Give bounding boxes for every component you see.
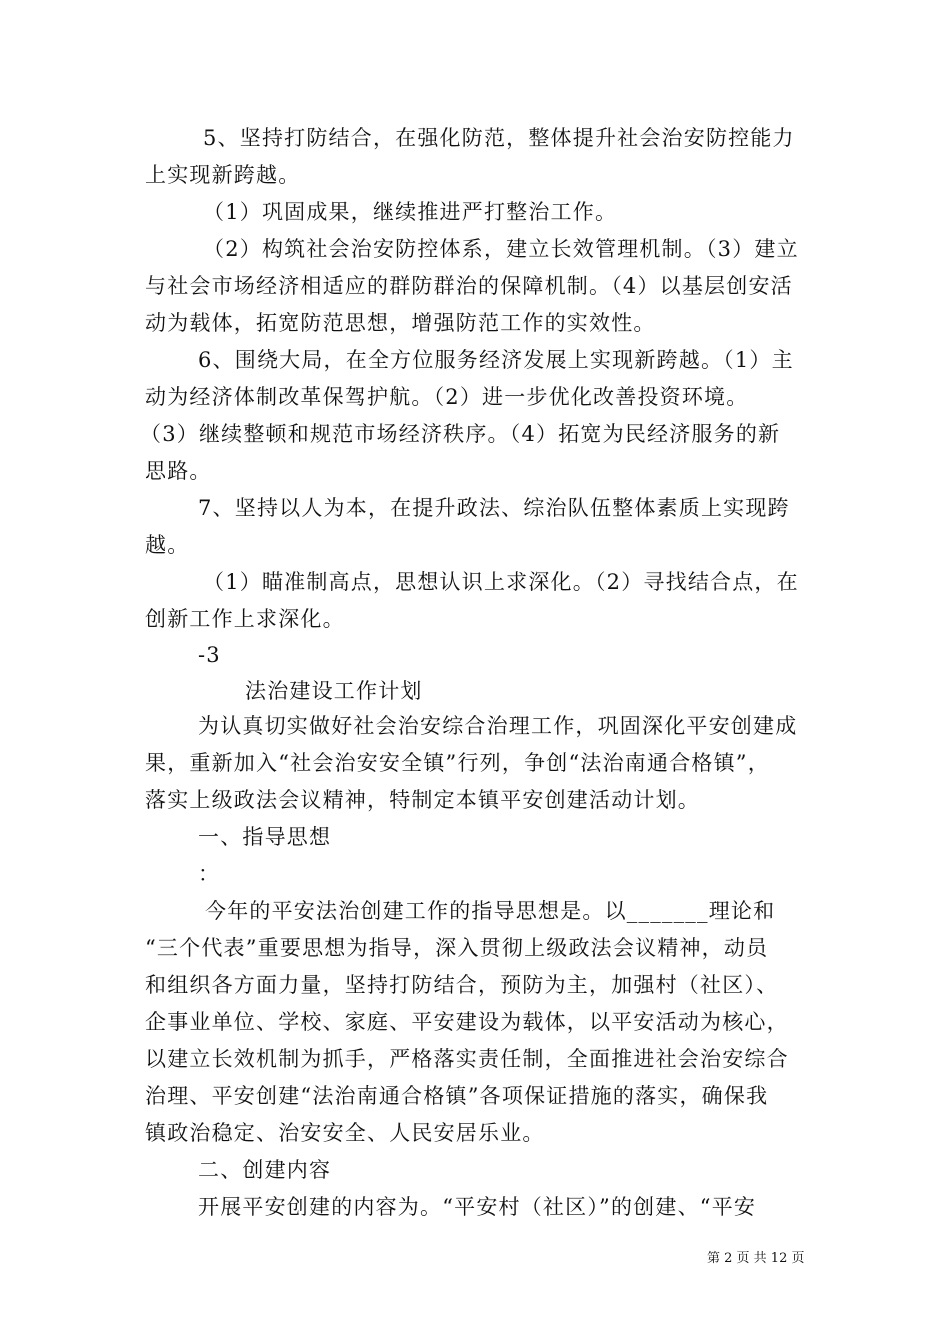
section-heading: 二、创建内容 bbox=[198, 1158, 332, 1182]
text-line: （3）继续整顿和规范市场经济秩序。（4）拓宽为民经济服务的新 bbox=[140, 422, 781, 446]
text-line: 与社会市场经济相适应的群防群治的保障机制。（4）以基层创安活 bbox=[145, 274, 793, 298]
text-line: （1）巩固成果，继续推进严打整治工作。 bbox=[203, 200, 618, 224]
text-line: 创新工作上求深化。 bbox=[145, 607, 345, 631]
text-line: 企事业单位、学校、家庭、平安建设为载体，以平安活动为核心， bbox=[145, 1010, 789, 1034]
page-marker: -3 bbox=[198, 643, 221, 667]
text-line: 治理、平安创建“法治南通合格镇”各项保证措施的落实，确保我 bbox=[145, 1084, 769, 1108]
text-line: 开展平安创建的内容为。“平安村（社区）”的创建、“平安 bbox=[198, 1195, 757, 1219]
text-line: 思路。 bbox=[145, 459, 212, 483]
text-line: 5、坚持打防结合，在强化防范，整体提升社会治安防控能力 bbox=[203, 126, 795, 150]
text-line: 落实上级政法会议精神，特制定本镇平安创建活动计划。 bbox=[145, 788, 700, 812]
text-line: 动为经济体制改革保驾护航。（2）进一步优化改善投资环境。 bbox=[145, 385, 749, 409]
text-line: 6、围绕大局，在全方位服务经济发展上实现新跨越。（1）主 bbox=[198, 348, 794, 372]
text-line: “三个代表”重要思想为指导，深入贯彻上级政法会议精神，动员 bbox=[145, 936, 769, 960]
section-title: 法治建设工作计划 bbox=[245, 679, 423, 703]
text-line: 以建立长效机制为抓手，严格落实责任制，全面推进社会治安综合 bbox=[145, 1047, 789, 1071]
page-number-footer: 第 2 页 共 12 页 bbox=[707, 1251, 805, 1266]
text-line: 越。 bbox=[145, 533, 190, 557]
text-line: 今年的平安法治创建工作的指导思想是。以_______理论和 bbox=[205, 899, 776, 923]
text-line: 镇政治稳定、治安安全、人民安居乐业。 bbox=[145, 1121, 545, 1145]
text-line: ： bbox=[198, 862, 221, 886]
section-heading: 一、指导思想 bbox=[198, 825, 332, 849]
text-line: 果，重新加入“社会治安安全镇”行列，争创“法治南通合格镇”， bbox=[145, 751, 770, 775]
text-line: 为认真切实做好社会治安综合治理工作，巩固深化平安创建成 bbox=[198, 714, 798, 738]
text-line: 7、坚持以人为本，在提升政法、综治队伍整体素质上实现跨 bbox=[198, 496, 790, 520]
text-line: 和组织各方面力量，坚持打防结合，预防为主，加强村（社区）、 bbox=[145, 973, 779, 997]
text-line: （2）构筑社会治安防控体系，建立长效管理机制。（3）建立 bbox=[203, 237, 799, 261]
text-line: 上实现新跨越。 bbox=[145, 163, 301, 187]
text-line: （1）瞄准制高点，思想认识上求深化。（2）寻找结合点，在 bbox=[203, 570, 799, 594]
text-line: 动为载体，拓宽防范思想，增强防范工作的实效性。 bbox=[145, 311, 656, 335]
